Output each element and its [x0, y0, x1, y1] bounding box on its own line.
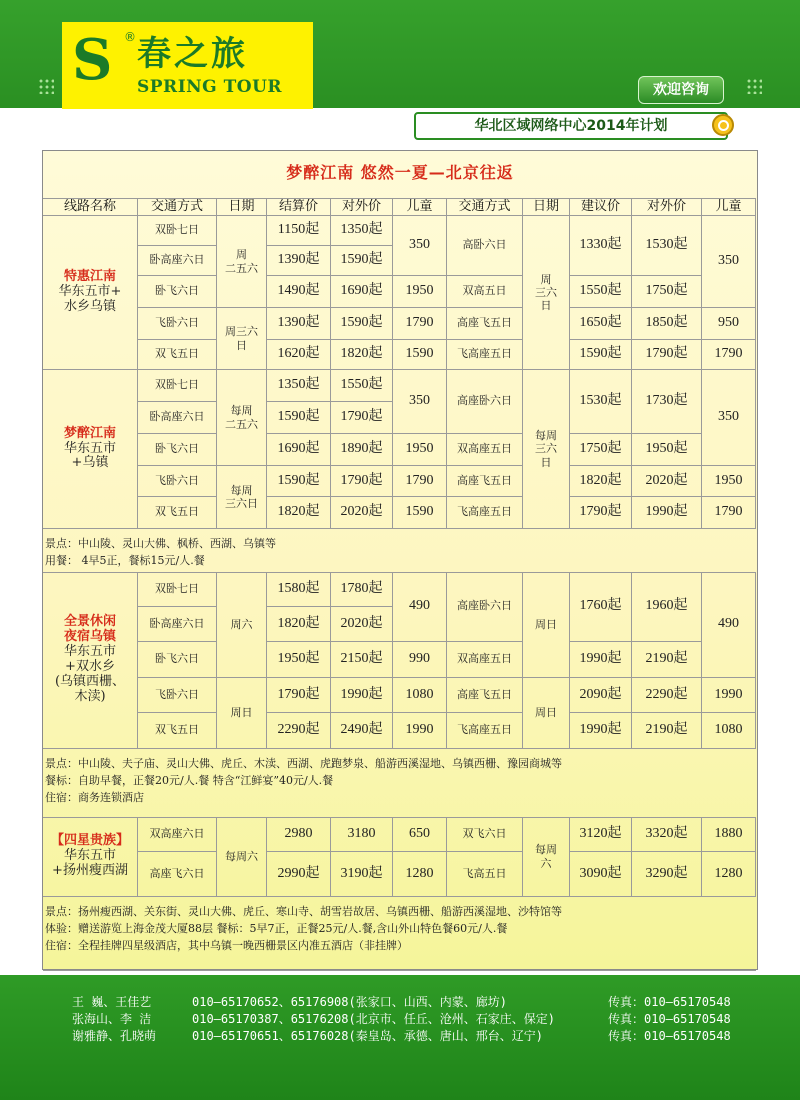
date-cell-line: 六	[540, 856, 552, 870]
child-price-cell: 1590	[393, 497, 447, 529]
route-desc: 华东五市+	[58, 284, 122, 300]
transport-cell: 双飞五日	[138, 713, 217, 749]
row-divider	[43, 970, 756, 971]
public-price-cell: 1590起	[331, 308, 393, 340]
settle-price-cell: 2290起	[267, 713, 331, 749]
public-price-cell: 1990起	[331, 678, 393, 713]
public-price-cell: 1550起	[331, 370, 393, 402]
transport-cell: 高卧六日	[447, 216, 523, 276]
child-price-cell: 1950	[702, 466, 756, 497]
route-title: 【四星贵族】	[50, 833, 129, 849]
transport-cell: 飞卧六日	[138, 678, 217, 713]
suggest-price-cell: 1990起	[570, 713, 632, 749]
public-price-cell: 1730起	[632, 370, 702, 434]
suggest-price-cell: 1330起	[570, 216, 632, 276]
settle-price-cell: 1820起	[267, 607, 331, 642]
contact-row	[72, 993, 752, 1011]
date-cell-line: 周日	[230, 706, 253, 720]
child-price-cell: 1080	[702, 713, 756, 749]
transport-cell: 卧高座六日	[138, 607, 217, 642]
note-line: 景点：中山陵、灵山大佛、枫桥、西湖、乌镇等	[45, 537, 276, 550]
public-price-cell: 2290起	[632, 678, 702, 713]
route-desc: +乌镇	[71, 455, 109, 471]
public-price-cell: 1850起	[632, 308, 702, 340]
date-cell	[217, 216, 267, 308]
suggest-price-cell: 3090起	[570, 852, 632, 897]
public-price-cell: 1820起	[331, 340, 393, 370]
public-price-cell: 1990起	[632, 497, 702, 529]
suggest-price-cell: 1820起	[570, 466, 632, 497]
date-cell	[217, 466, 267, 529]
date-cell	[523, 370, 570, 529]
date-cell	[523, 216, 570, 370]
child-price-cell: 650	[393, 817, 447, 852]
child-price-cell: 1880	[702, 817, 756, 852]
route-desc: 木渎)	[74, 688, 106, 704]
brand-name-en: SPRING TOUR	[137, 77, 283, 97]
transport-cell: 飞高座五日	[447, 713, 523, 749]
date-cell-line: 每周	[230, 404, 253, 418]
child-price-cell: 990	[393, 642, 447, 678]
column-header: 儿童	[702, 199, 756, 216]
contact-phones[interactable]: 010—65170652、65176908(张家口、山西、内蒙、廊坊)	[192, 995, 507, 1009]
date-cell-line: 三六	[535, 442, 557, 456]
transport-cell: 双卧七日	[138, 216, 217, 246]
transport-cell: 飞高五日	[447, 852, 523, 897]
date-cell-line: 每周六	[225, 849, 258, 863]
route-title: 全景休闲	[63, 614, 116, 630]
brand-name-cn: 春之旅	[137, 34, 248, 74]
public-price-cell: 3180	[331, 817, 393, 852]
public-price-cell: 1790起	[331, 466, 393, 497]
public-price-cell: 2020起	[331, 497, 393, 529]
settle-price-cell: 1390起	[267, 308, 331, 340]
transport-cell: 高座卧六日	[447, 370, 523, 434]
child-price-cell: 1280	[702, 852, 756, 897]
public-price-cell: 1530起	[632, 216, 702, 276]
suggest-price-cell: 1590起	[570, 340, 632, 370]
section-notes	[45, 535, 750, 569]
contact-phones[interactable]: 010—65170387、65176208(北京市、任丘、沧州、石家庄、保定)	[192, 1012, 555, 1026]
child-price-cell: 1790	[393, 308, 447, 340]
transport-cell: 高座飞五日	[447, 678, 523, 713]
public-price-cell: 1890起	[331, 434, 393, 466]
child-price-cell: 350	[702, 216, 756, 308]
public-price-cell: 1590起	[331, 246, 393, 276]
settle-price-cell: 2990起	[267, 852, 331, 897]
child-price-cell: 490	[702, 572, 756, 678]
public-price-cell: 2490起	[331, 713, 393, 749]
contact-names: 王 巍、王佳艺	[72, 995, 152, 1009]
child-price-cell: 350	[702, 370, 756, 466]
contact-names: 张海山、李 洁	[72, 1012, 152, 1026]
route-desc: +双水乡	[65, 659, 115, 674]
column-header: 儿童	[393, 199, 447, 216]
route-name-cell	[43, 216, 138, 370]
transport-cell: 卧飞六日	[138, 434, 217, 466]
transport-cell: 双飞五日	[138, 340, 217, 370]
brand-logo[interactable]	[62, 22, 313, 109]
transport-cell: 双高座六日	[138, 817, 217, 852]
column-header: 线路名称	[43, 199, 138, 216]
settle-price-cell: 1950起	[267, 642, 331, 678]
public-price-cell: 1960起	[632, 572, 702, 642]
public-price-cell: 1790起	[632, 340, 702, 370]
contact-row	[72, 1027, 752, 1045]
date-cell-line: 日	[236, 338, 247, 352]
date-cell	[217, 817, 267, 897]
column-header: 对外价	[632, 199, 702, 216]
child-price-cell: 950	[702, 308, 756, 340]
route-name-cell	[43, 817, 138, 897]
child-price-cell: 1950	[393, 434, 447, 466]
transport-cell: 双高五日	[447, 276, 523, 308]
route-desc: +扬州瘦西湖	[52, 862, 128, 878]
transport-cell: 飞卧六日	[138, 466, 217, 497]
date-cell-line: 周	[540, 272, 552, 286]
date-cell	[217, 678, 267, 749]
transport-cell: 高座飞五日	[447, 466, 523, 497]
suggest-price-cell: 2090起	[570, 678, 632, 713]
child-price-cell: 1080	[393, 678, 447, 713]
transport-cell: 双高座五日	[447, 642, 523, 678]
public-price-cell: 2190起	[632, 713, 702, 749]
transport-cell: 双卧七日	[138, 572, 217, 607]
suggest-price-cell: 1650起	[570, 308, 632, 340]
public-price-cell: 2020起	[331, 607, 393, 642]
child-price-cell: 1990	[393, 713, 447, 749]
column-header: 结算价	[267, 199, 331, 216]
date-cell-line: 每周	[535, 843, 557, 857]
note-line: 景点：中山陵、夫子庙、灵山大佛、虎丘、木渎、西湖、虎跑梦泉、船游西溪湿地、乌镇西栅、豫园商城等	[45, 757, 562, 770]
public-price-cell: 2190起	[632, 642, 702, 678]
contact-names: 谢雅静、孔晓萌	[72, 1029, 157, 1043]
suggest-price-cell: 1530起	[570, 370, 632, 434]
public-price-cell: 1690起	[331, 276, 393, 308]
settle-price-cell: 1590起	[267, 466, 331, 497]
date-cell-line: 每周	[230, 483, 253, 497]
public-price-cell: 1350起	[331, 216, 393, 246]
transport-cell: 飞卧六日	[138, 308, 217, 340]
column-header: 日期	[523, 199, 570, 216]
child-price-cell: 490	[393, 572, 447, 642]
settle-price-cell: 1390起	[267, 246, 331, 276]
settle-price-cell: 1580起	[267, 572, 331, 607]
contact-fax[interactable]: 传真：010—65170548	[608, 1012, 731, 1026]
date-cell-line: 三六	[535, 285, 557, 299]
settle-price-cell: 1620起	[267, 340, 331, 370]
route-desc: 华东五市	[63, 440, 116, 456]
child-price-cell: 1590	[393, 340, 447, 370]
transport-cell: 飞高座五日	[447, 340, 523, 370]
contact-fax[interactable]: 传真：010—65170548	[608, 1029, 731, 1043]
settle-price-cell: 1150起	[267, 216, 331, 246]
transport-cell: 卧高座六日	[138, 402, 217, 434]
settle-price-cell: 1350起	[267, 370, 331, 402]
search-icon[interactable]	[712, 114, 734, 136]
child-price-cell: 350	[393, 216, 447, 276]
page-title: 梦醉江南 悠然一夏—北京往返	[286, 163, 514, 182]
date-cell-line: 周日	[535, 617, 557, 631]
settle-price-cell: 2980	[267, 817, 331, 852]
settle-price-cell: 1820起	[267, 497, 331, 529]
route-title: 梦醉江南	[63, 425, 116, 441]
transport-cell: 双飞六日	[447, 817, 523, 852]
date-cell-line: 三六日	[225, 497, 258, 510]
date-cell-line: 每周	[535, 429, 557, 443]
suggest-price-cell: 1990起	[570, 642, 632, 678]
public-price-cell: 3320起	[632, 817, 702, 852]
route-name-cell	[43, 370, 138, 529]
suggest-price-cell: 1550起	[570, 276, 632, 308]
route-desc: 水乡乌镇	[63, 298, 116, 314]
date-cell-line: 周日	[535, 706, 557, 720]
transport-cell: 卧飞六日	[138, 276, 217, 308]
transport-cell: 高座飞六日	[138, 852, 217, 897]
transport-cell: 卧飞六日	[138, 642, 217, 678]
note-line: 景点：扬州瘦西湖、关东街、灵山大佛、虎丘、寒山寺、胡雪岩故居、乌镇西栅、船游西溪湿地、沙特馆等	[45, 905, 562, 918]
note-line: 住宿：全程挂牌四星级酒店，其中乌镇一晚西栅景区内准五酒店（非挂牌）	[45, 939, 408, 952]
child-price-cell: 1950	[393, 276, 447, 308]
date-cell	[217, 572, 267, 678]
transport-cell: 双飞五日	[138, 497, 217, 529]
date-cell-line: 二五六	[225, 417, 258, 431]
contact-row	[72, 1010, 752, 1028]
note-line: 住宿：商务连锁酒店	[45, 791, 144, 804]
child-price-cell: 1790	[702, 340, 756, 370]
route-name-cell	[43, 572, 138, 749]
child-price-cell: 1990	[702, 678, 756, 713]
welcome-consult-button[interactable]: 欢迎咨询	[638, 76, 724, 104]
public-price-cell: 2150起	[331, 642, 393, 678]
date-cell	[217, 308, 267, 370]
route-desc: 华东五市	[63, 848, 116, 864]
suggest-price-cell: 1790起	[570, 497, 632, 529]
public-price-cell: 1950起	[632, 434, 702, 466]
date-cell-line: 日	[540, 299, 552, 313]
date-cell	[523, 817, 570, 897]
date-cell	[217, 370, 267, 466]
route-desc: 华东五市	[63, 644, 116, 660]
transport-cell: 高座飞五日	[447, 308, 523, 340]
note-line: 餐标：自助早餐，正餐20元/人.餐 特含“江鲜宴”40元/人.餐	[45, 774, 334, 787]
transport-cell: 飞高座五日	[447, 497, 523, 529]
section-notes	[45, 903, 750, 954]
note-line: 用餐： 4早5正，餐标15元/人.餐	[45, 554, 205, 567]
column-header: 对外价	[331, 199, 393, 216]
public-price-cell: 1750起	[632, 276, 702, 308]
plan-title-bar: 华北区域网络中心2014年计划	[414, 112, 728, 140]
date-cell-line: 二五六	[225, 261, 258, 275]
public-price-cell: 1780起	[331, 572, 393, 607]
date-cell-line: 周六	[230, 617, 253, 631]
suggest-price-cell: 1750起	[570, 434, 632, 466]
transport-cell: 卧高座六日	[138, 246, 217, 276]
column-header: 交通方式	[447, 199, 523, 216]
transport-cell: 双卧七日	[138, 370, 217, 402]
contact-phones[interactable]: 010—65170651、65176028(秦皇岛、承德、唐山、邢台、辽宁)	[192, 1029, 543, 1043]
date-cell-line: 周	[236, 248, 247, 262]
decor-dots	[38, 78, 54, 94]
public-price-cell: 2020起	[632, 466, 702, 497]
note-line: 体验：赠送游览上海金茂大厦88层 餐标：5早7正，正餐25元/人.餐,含山外山特色餐60元/人.餐	[45, 922, 508, 935]
route-desc: 夜宿乌镇	[63, 629, 116, 645]
child-price-cell: 1790	[393, 466, 447, 497]
child-price-cell: 1790	[702, 497, 756, 529]
decor-dots	[746, 78, 762, 94]
route-desc: (乌镇西栅、	[54, 673, 126, 689]
section-notes	[45, 755, 750, 806]
suggest-price-cell: 3120起	[570, 817, 632, 852]
logo-symbol: S	[72, 27, 113, 93]
column-header: 日期	[217, 199, 267, 216]
transport-cell: 高座卧六日	[447, 572, 523, 642]
public-price-cell: 1790起	[331, 402, 393, 434]
date-cell-line: 周三六	[225, 325, 258, 339]
contact-footer	[0, 975, 800, 1100]
child-price-cell: 350	[393, 370, 447, 434]
column-header: 建议价	[570, 199, 632, 216]
date-cell	[523, 572, 570, 678]
settle-price-cell: 1590起	[267, 402, 331, 434]
column-header: 交通方式	[138, 199, 217, 216]
contact-fax[interactable]: 传真：010—65170548	[608, 995, 731, 1009]
public-price-cell: 3290起	[632, 852, 702, 897]
public-price-cell: 3190起	[331, 852, 393, 897]
settle-price-cell: 1490起	[267, 276, 331, 308]
settle-price-cell: 1790起	[267, 678, 331, 713]
suggest-price-cell: 1760起	[570, 572, 632, 642]
date-cell	[523, 678, 570, 749]
registered-mark: ®	[124, 30, 136, 44]
route-title: 特惠江南	[63, 269, 116, 285]
transport-cell: 双高座五日	[447, 434, 523, 466]
settle-price-cell: 1690起	[267, 434, 331, 466]
child-price-cell: 1280	[393, 852, 447, 897]
date-cell-line: 日	[540, 455, 552, 469]
